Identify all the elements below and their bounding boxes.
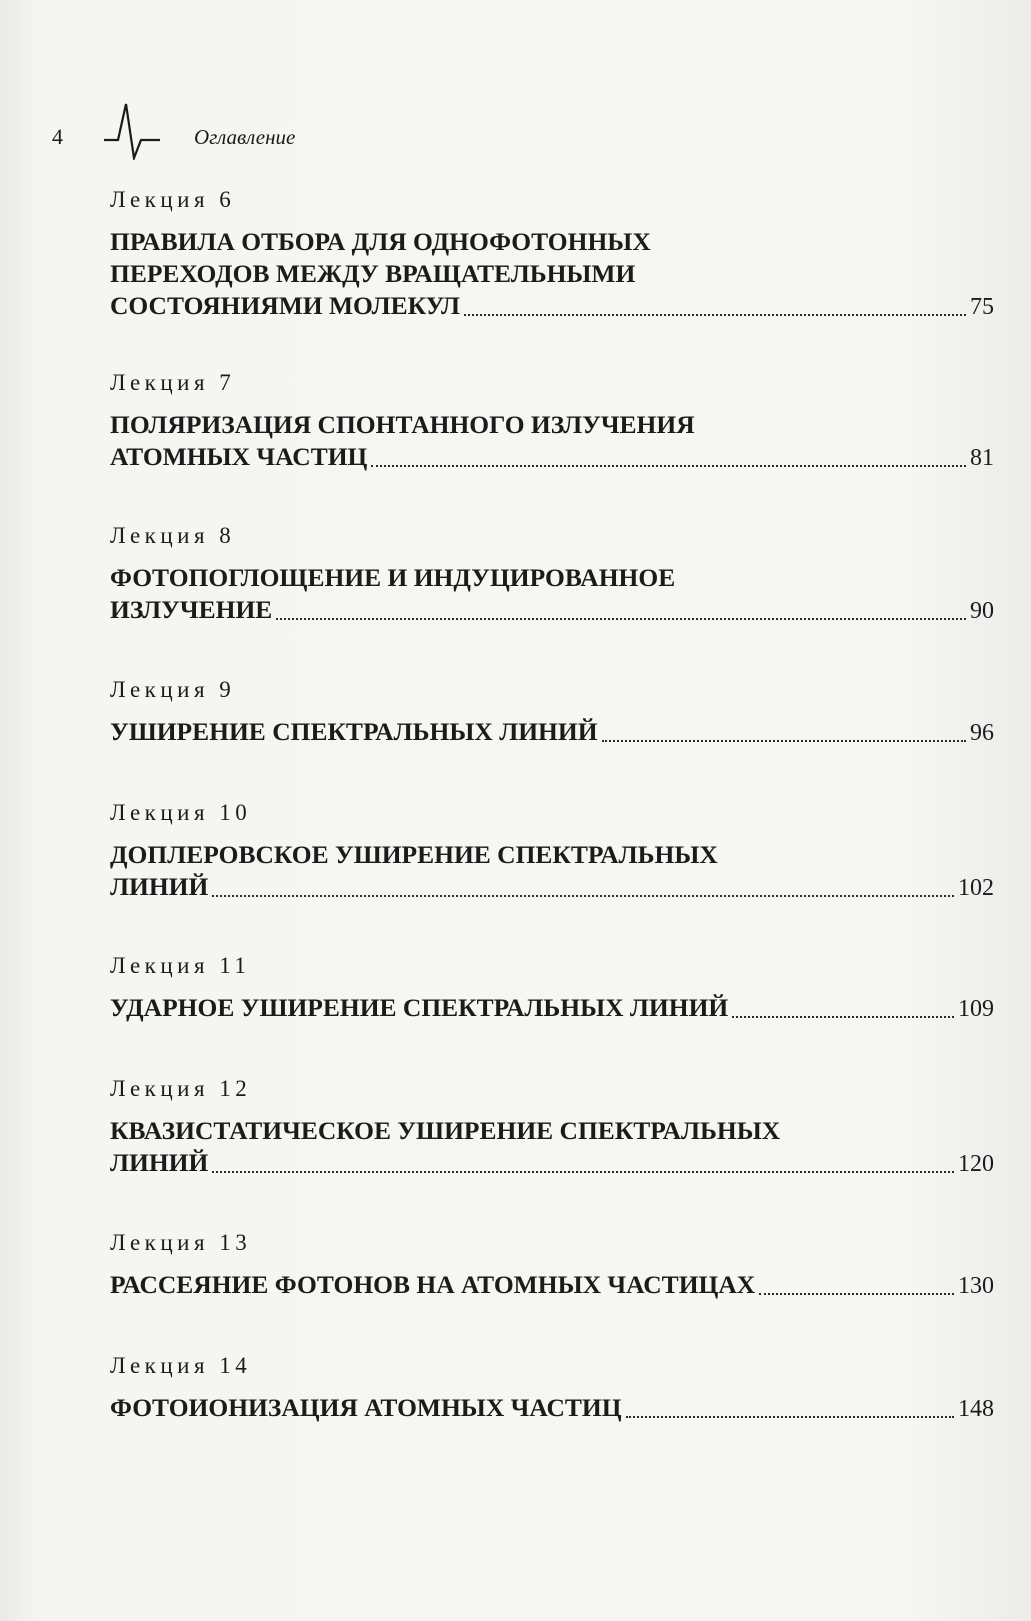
page-ref[interactable]: 75 <box>970 294 994 320</box>
page-ref[interactable]: 102 <box>958 875 994 901</box>
title-line: ЛИНИЙ <box>110 872 209 901</box>
header-title: Оглавление <box>194 125 296 149</box>
lecture-label: Лекция 7 <box>110 370 236 395</box>
title-line: КВАЗИСТАТИЧЕСКОЕ УШИРЕНИЕ СПЕКТРАЛЬНЫХ <box>110 1116 781 1145</box>
dot-leader <box>602 740 966 742</box>
lecture-label: Лекция 6 <box>110 187 236 212</box>
lecture-label: Лекция 14 <box>110 1353 252 1378</box>
dot-leader <box>759 1293 954 1295</box>
page-ref[interactable]: 90 <box>970 598 994 624</box>
title-last-line <box>110 290 994 323</box>
title-last-line <box>110 992 994 1025</box>
title-line: ЛИНИЙ <box>110 1148 209 1177</box>
title-last-line <box>110 441 994 474</box>
toc-entry[interactable] <box>110 186 994 323</box>
title-last-line <box>110 716 994 749</box>
lecture-label: Лекция 11 <box>110 953 251 978</box>
page-ref[interactable]: 130 <box>958 1273 994 1299</box>
dot-leader <box>626 1416 954 1418</box>
title-last-line <box>110 1392 994 1425</box>
title-line: ПРАВИЛА ОТБОРА ДЛЯ ОДНОФОТОННЫХ <box>110 227 651 256</box>
entry-title <box>110 562 994 627</box>
pulse-icon <box>104 100 160 160</box>
toc-entry[interactable] <box>110 1075 994 1180</box>
page-number: 4 <box>52 124 63 149</box>
title-line: ИЗЛУЧЕНИЕ <box>110 595 273 624</box>
title-line: АТОМНЫХ ЧАСТИЦ <box>110 442 368 471</box>
lecture-label: Лекция 13 <box>110 1230 252 1255</box>
title-line: ДОПЛЕРОВСКОЕ УШИРЕНИЕ СПЕКТРАЛЬНЫХ <box>110 840 718 869</box>
title-last-line <box>110 1269 994 1302</box>
entry-title <box>110 1269 994 1302</box>
page-ref[interactable]: 81 <box>970 445 994 471</box>
page-ref[interactable]: 148 <box>958 1396 994 1422</box>
title-line: ФОТОПОГЛОЩЕНИЕ И ИНДУЦИРОВАННОЕ <box>110 563 676 592</box>
running-header <box>52 100 452 160</box>
lecture-label: Лекция 8 <box>110 523 236 548</box>
title-line: СОСТОЯНИЯМИ МОЛЕКУЛ <box>110 291 460 320</box>
entry-title <box>110 226 994 323</box>
entry-title <box>110 839 994 904</box>
entry-title <box>110 1392 994 1425</box>
title-last-line <box>110 871 994 904</box>
title-line: ФОТОИОНИЗАЦИЯ АТОМНЫХ ЧАСТИЦ <box>110 1393 622 1422</box>
title-line: РАССЕЯНИЕ ФОТОНОВ НА АТОМНЫХ ЧАСТИЦАХ <box>110 1270 756 1299</box>
toc-entry[interactable] <box>110 799 994 904</box>
dot-leader <box>732 1016 954 1018</box>
page-ref[interactable]: 96 <box>970 720 994 746</box>
title-line: ПЕРЕХОДОВ МЕЖДУ ВРАЩАТЕЛЬНЫМИ <box>110 259 636 288</box>
dot-leader <box>212 1171 954 1173</box>
dot-leader <box>276 618 966 620</box>
toc-entry[interactable] <box>110 952 994 1025</box>
dot-leader <box>212 895 954 897</box>
entry-title <box>110 1115 994 1180</box>
toc-entry[interactable] <box>110 676 994 749</box>
title-last-line <box>110 594 994 627</box>
lecture-label: Лекция 10 <box>110 800 252 825</box>
entry-title <box>110 992 994 1025</box>
dot-leader <box>371 465 966 467</box>
title-line: УШИРЕНИЕ СПЕКТРАЛЬНЫХ ЛИНИЙ <box>110 717 598 746</box>
toc-entry[interactable] <box>110 1352 994 1425</box>
entry-title <box>110 409 994 474</box>
title-last-line <box>110 1147 994 1180</box>
toc-entry[interactable] <box>110 369 994 474</box>
lecture-label: Лекция 12 <box>110 1076 252 1101</box>
page-ref[interactable]: 109 <box>958 996 994 1022</box>
toc-entry[interactable] <box>110 522 994 627</box>
title-line: УДАРНОЕ УШИРЕНИЕ СПЕКТРАЛЬНЫХ ЛИНИЙ <box>110 993 729 1022</box>
title-line: ПОЛЯРИЗАЦИЯ СПОНТАННОГО ИЗЛУЧЕНИЯ <box>110 410 695 439</box>
dot-leader <box>464 314 966 316</box>
entry-title <box>110 716 994 749</box>
toc-entry[interactable] <box>110 1229 994 1302</box>
page-ref[interactable]: 120 <box>958 1151 994 1177</box>
lecture-label: Лекция 9 <box>110 677 236 702</box>
